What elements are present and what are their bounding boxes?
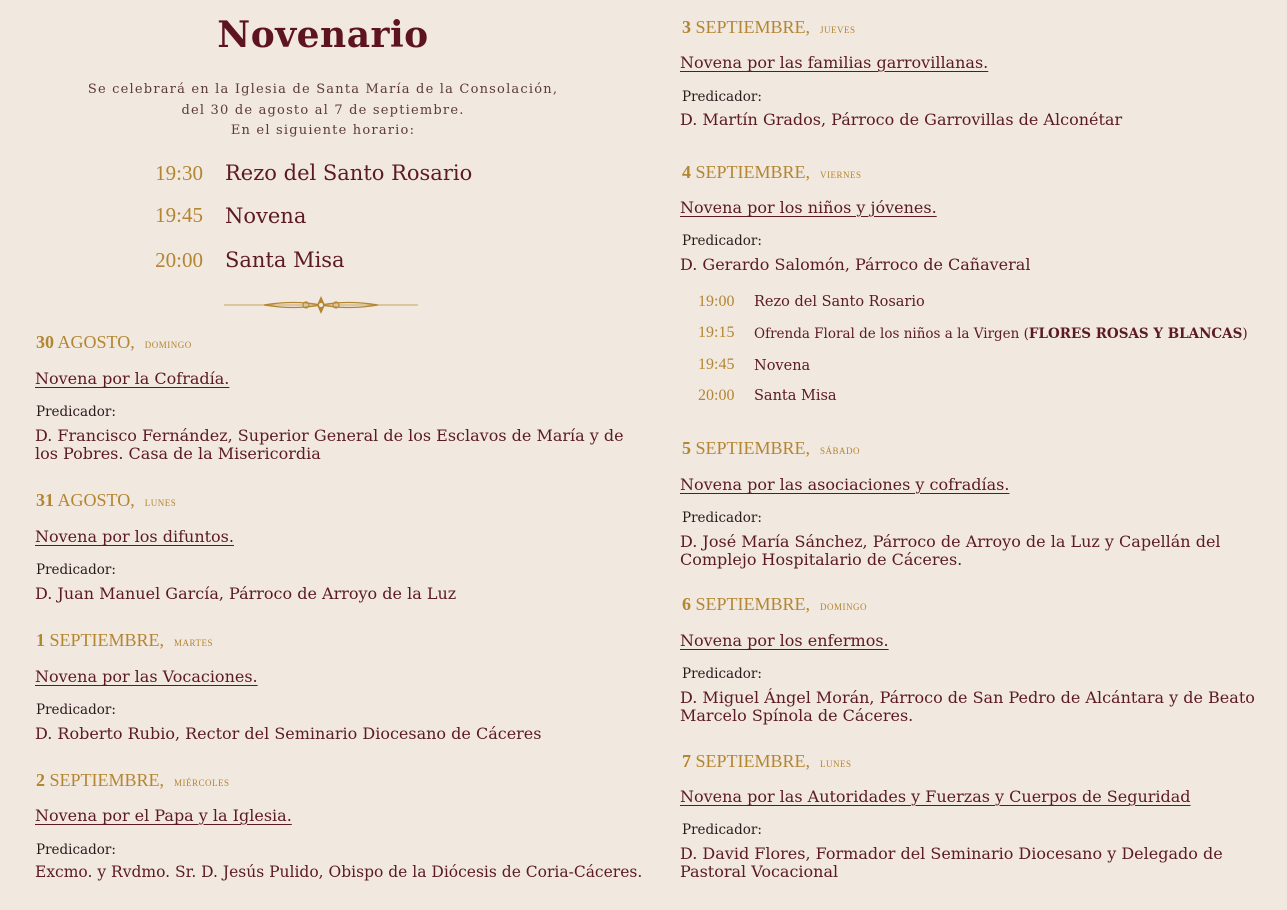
preacher-name: D. Roberto Rubio, Rector del Seminario Diocesano de Cáceres — [35, 724, 542, 743]
flower-colors: FLORES ROSAS Y BLANCAS — [1028, 326, 1243, 342]
schedule-activity: Rezo del Santo Rosario — [225, 161, 473, 185]
day-heading: 4 SEPTIEMBRE, viernes — [682, 162, 862, 182]
schedule-activity: Ofrenda Floral de los niños a la Virgen (FLORES ROSAS Y BLANCAS) — [754, 326, 1248, 342]
day-heading: 1 SEPTIEMBRE, martes — [36, 630, 213, 650]
schedule-time: 19:45 — [698, 356, 735, 373]
novena-intention: Novena por la Cofradía. — [35, 369, 230, 388]
day-heading: 2 SEPTIEMBRE, miércoles — [36, 770, 230, 790]
preacher-label: Predicador: — [682, 666, 762, 682]
schedule-time: 20:00 — [155, 248, 203, 272]
novena-intention: Novena por los niños y jóvenes. — [680, 198, 937, 217]
schedule-activity: Novena — [754, 358, 811, 374]
day-heading: 3 SEPTIEMBRE, jueves — [682, 17, 856, 37]
schedule-activity: Santa Misa — [754, 388, 837, 404]
preacher-name: D. Juan Manuel García, Párroco de Arroyo de la Luz — [35, 584, 457, 603]
day-heading: 31 AGOSTO, lunes — [36, 490, 177, 510]
preacher-name: D. Gerardo Salomón, Párroco de Cañaveral — [680, 255, 1031, 274]
preacher-name: D. Miguel Ángel Morán, Párroco de San Pedro de Alcántara y de Beato Marcelo Spínola de Cáceres. — [680, 688, 1255, 725]
novena-intention: Novena por las Vocaciones. — [35, 667, 258, 686]
novena-intention: Novena por las familias garrovillanas. — [680, 53, 989, 72]
day-heading: 5 SEPTIEMBRE, sábado — [682, 438, 861, 458]
schedule-time: 19:30 — [155, 161, 203, 185]
preacher-label: Predicador: — [36, 842, 116, 858]
schedule-time: 20:00 — [698, 387, 735, 404]
schedule-activity: Novena — [225, 204, 307, 228]
preacher-label: Predicador: — [682, 89, 762, 105]
novena-intention: Novena por las asociaciones y cofradías. — [680, 475, 1010, 494]
novena-intention: Novena por los enfermos. — [680, 631, 889, 650]
preacher-name: Excmo. y Rvdmo. Sr. D. Jesús Pulido, Obispo de la Diócesis de Coria-Cáceres. — [35, 863, 643, 881]
novena-intention: Novena por el Papa y la Iglesia. — [35, 806, 292, 825]
novena-intention: Novena por los difuntos. — [35, 527, 234, 546]
schedule-time: 19:15 — [698, 324, 735, 341]
preacher-name: D. Francisco Fernández, Superior General de los Esclavos de María y de los Pobres. Casa de la Misericordia — [35, 426, 624, 463]
preacher-label: Predicador: — [682, 822, 762, 838]
schedule-activity: Rezo del Santo Rosario — [754, 294, 925, 310]
day-heading: 30 AGOSTO, domingo — [36, 332, 192, 352]
preacher-name: D. David Flores, Formador del Seminario Diocesano y Delegado de Pastoral Vocacional — [680, 844, 1223, 881]
intro-line: del 30 de agosto al 7 de septiembre. — [181, 102, 465, 118]
page-title: Novenario — [217, 14, 429, 56]
preacher-label: Predicador: — [36, 702, 116, 718]
novena-intention: Novena por las Autoridades y Fuerzas y Cuerpos de Seguridad — [680, 787, 1191, 806]
preacher-name: D. José María Sánchez, Párroco de Arroyo de la Luz y Capellán del Complejo Hospitalario de Cáceres. — [680, 532, 1221, 569]
schedule-time: 19:00 — [698, 293, 735, 310]
intro-line: En el siguiente horario: — [230, 123, 416, 138]
schedule-time: 19:45 — [155, 203, 203, 227]
schedule-activity: Santa Misa — [225, 248, 345, 272]
intro-text — [0, 80, 646, 142]
intro-line: Se celebrará en la Iglesia de Santa María de la Consolación, — [87, 82, 559, 97]
day-heading: 6 SEPTIEMBRE, domingo — [682, 594, 868, 614]
preacher-label: Predicador: — [682, 510, 762, 526]
preacher-label: Predicador: — [682, 233, 762, 249]
preacher-label: Predicador: — [36, 404, 116, 420]
day-heading: 7 SEPTIEMBRE, lunes — [682, 751, 852, 771]
preacher-label: Predicador: — [36, 562, 116, 578]
preacher-name: D. Martín Grados, Párroco de Garrovillas de Alconétar — [680, 110, 1123, 129]
ornament-divider — [224, 294, 418, 316]
